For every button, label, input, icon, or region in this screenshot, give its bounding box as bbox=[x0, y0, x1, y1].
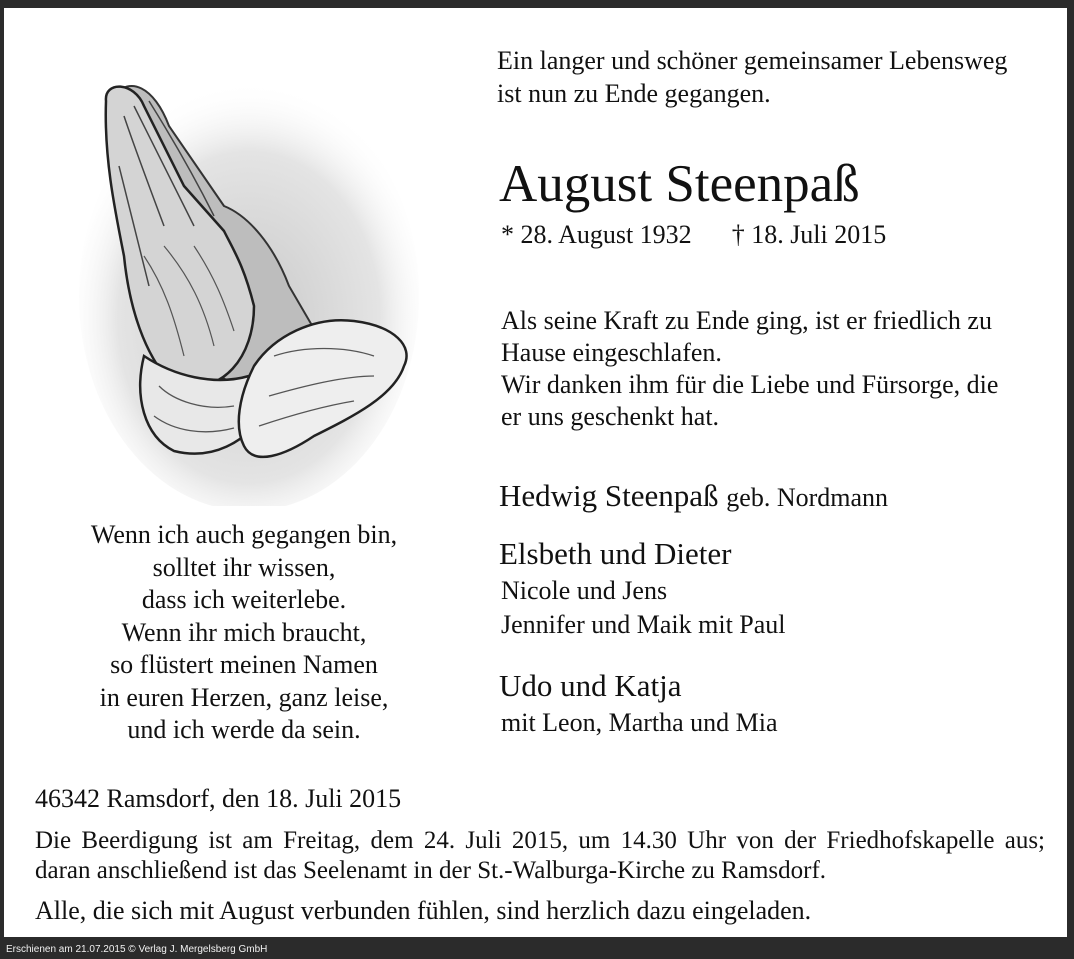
poem-line: solltet ihr wissen, bbox=[152, 552, 336, 582]
widow-maiden-name: geb. Nordmann bbox=[726, 483, 889, 512]
family-group-2-sub: Nicole und Jens bbox=[501, 576, 668, 605]
poem-line: und ich werde da sein. bbox=[127, 715, 361, 744]
publication-footer: Erschienen am 21.07.2015 © Verlag J. Mergelsberg GmbH bbox=[6, 944, 268, 955]
poem-line: Wenn ihr mich braucht, bbox=[121, 617, 367, 647]
poem-line: so flüstert meinen Namen bbox=[110, 650, 378, 679]
life-dates bbox=[501, 220, 886, 250]
poem-line: in euren Herzen, ganz leise, bbox=[99, 682, 389, 712]
invitation-text: Alle, die sich mit August verbunden fühlen, sind herzlich dazu eingeladen. bbox=[35, 896, 812, 925]
intro-line: Ein langer und schöner gemeinsamer Lebensweg bbox=[497, 46, 1008, 75]
message-line: Hause eingeschlafen. bbox=[501, 338, 722, 367]
widow-name: Hedwig Steenpaß bbox=[499, 478, 719, 513]
obituary-card bbox=[4, 8, 1067, 937]
poem-line: dass ich weiterlebe. bbox=[141, 585, 347, 614]
poem bbox=[44, 519, 444, 747]
place-date: 46342 Ramsdorf, den 18. Juli 2015 bbox=[35, 784, 402, 813]
funeral-info bbox=[35, 826, 1045, 886]
birth-date: * 28. August 1932 bbox=[501, 220, 692, 249]
family-group-2: Elsbeth und Dieter bbox=[499, 536, 732, 571]
family-group-3-sub: mit Leon, Martha und Mia bbox=[501, 708, 778, 737]
deceased-name: August Steenpaß bbox=[499, 155, 860, 213]
message-line: Als seine Kraft zu Ende ging, ist er friedlich zu bbox=[501, 306, 992, 335]
intro-text bbox=[497, 44, 1007, 110]
intro-line: ist nun zu Ende gegangen. bbox=[497, 79, 771, 108]
praying-hands-illustration bbox=[74, 56, 424, 506]
family-group-3: Udo und Katja bbox=[499, 668, 682, 703]
message-line: er uns geschenkt hat. bbox=[501, 402, 720, 431]
family-group-2-sub: Jennifer und Maik mit Paul bbox=[501, 610, 786, 639]
message-line: Wir danken ihm für die Liebe und Fürsorge, die bbox=[501, 370, 999, 399]
funeral-line: daran anschließend ist das Seelenamt in der St.-Walburga-Kirche zu Ramsdorf. bbox=[35, 857, 827, 884]
death-date: † 18. Juli 2015 bbox=[731, 220, 887, 249]
funeral-line: Die Beerdigung ist am Freitag, dem 24. Juli 2015, um 14.30 Uhr von der Friedhofskapelle aus; bbox=[35, 827, 1045, 854]
poem-line: Wenn ich auch gegangen bin, bbox=[90, 520, 398, 549]
family-widow bbox=[499, 478, 888, 514]
farewell-message bbox=[501, 305, 998, 433]
